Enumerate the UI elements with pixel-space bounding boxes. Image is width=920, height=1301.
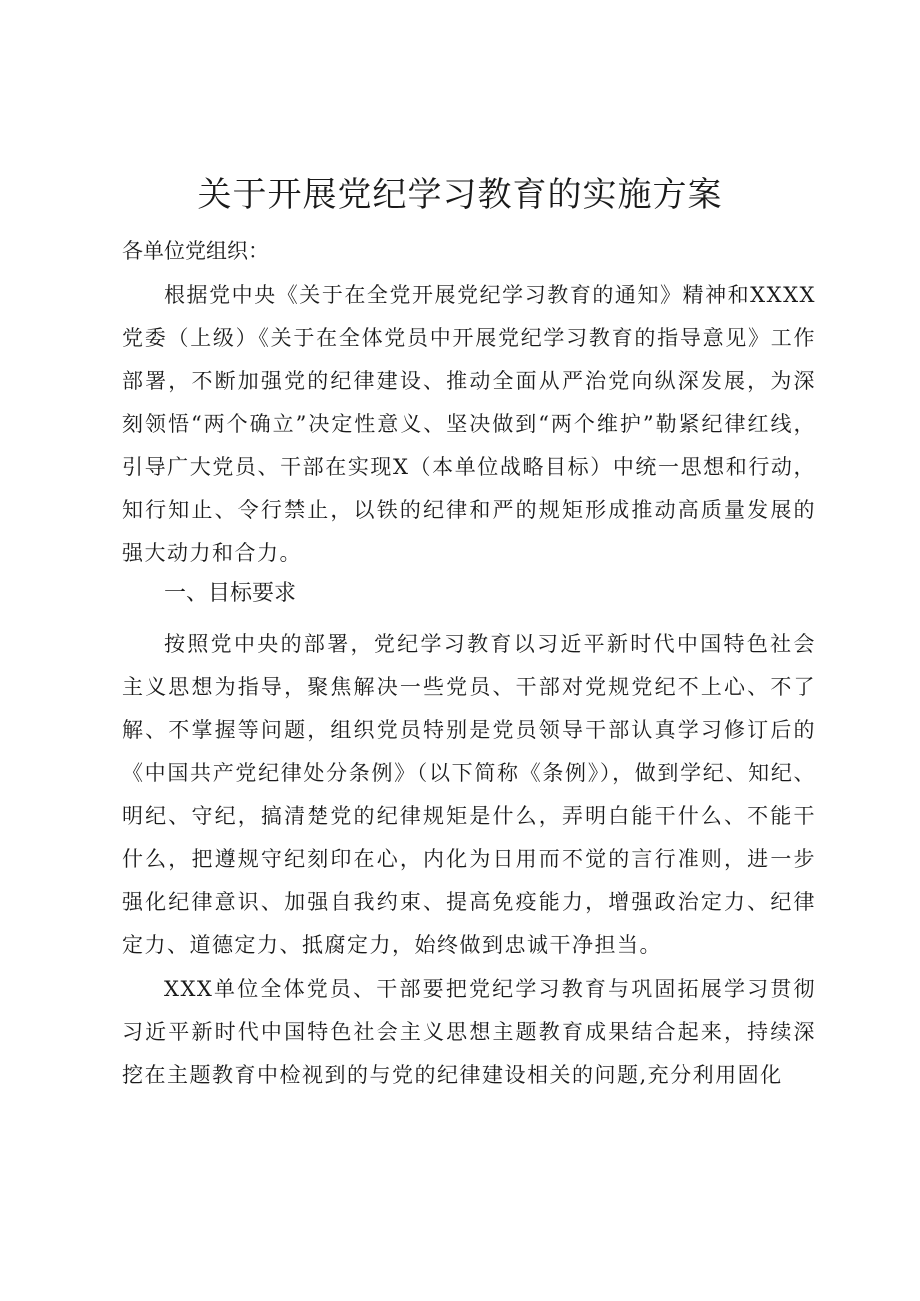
document-title: 关于开展党纪学习教育的实施方案 xyxy=(197,175,723,215)
salutation: 各单位党组织： xyxy=(122,239,269,263)
paragraph-intro: 根据党中央《关于在全党开展党纪学习教育的通知》精神和XXXX党委（上级）《关于在全体党员中开展党纪学习教育的指导意见》工作部署，不断加强党的纪律建设、推动全面从严治党向纵深发展，为深刻领悟“两个确立”决定性意义、坚决做到“两个维护”勒紧纪律红线，引导广大党员、干部在实现X（本单位战略目标）中统一思想和行动，知行知止、令行禁止，以铁的纪律和严的规矩形成推动高质量发展的强大动力和合力。 xyxy=(122,283,816,565)
paragraph-goals: 按照党中央的部署，党纪学习教育以习近平新时代中国特色社会主义思想为指导，聚焦解决一些党员、干部对党规党纪不上心、不了解、不掌握等问题，组织党员特别是党员领导干部认真学习修订后的《中国共产党纪律处分条例》（以下简称《条例》），做到学纪、知纪、明纪、守纪，搞清楚党的纪律规矩是什么，弄明白能干什么、不能干什么，把遵规守纪刻印在心，内化为日用而不觉的言行准则，进一步强化纪律意识、加强自我约束、提高免疫能力，增强政治定力、纪律定力、道德定力、抵腐定力，始终做到忠诚干净担当。 xyxy=(122,632,816,957)
paragraph-unit: XXX单位全体党员、干部要把党纪学习教育与巩固拓展学习贯彻习近平新时代中国特色社会主义思想主题教育成果结合起来，持续深挖在主题教育中检视到的与党的纪律建设相关的问题,充分利用固化 xyxy=(122,977,816,1087)
section-heading: 一、目标要求 xyxy=(164,581,297,606)
